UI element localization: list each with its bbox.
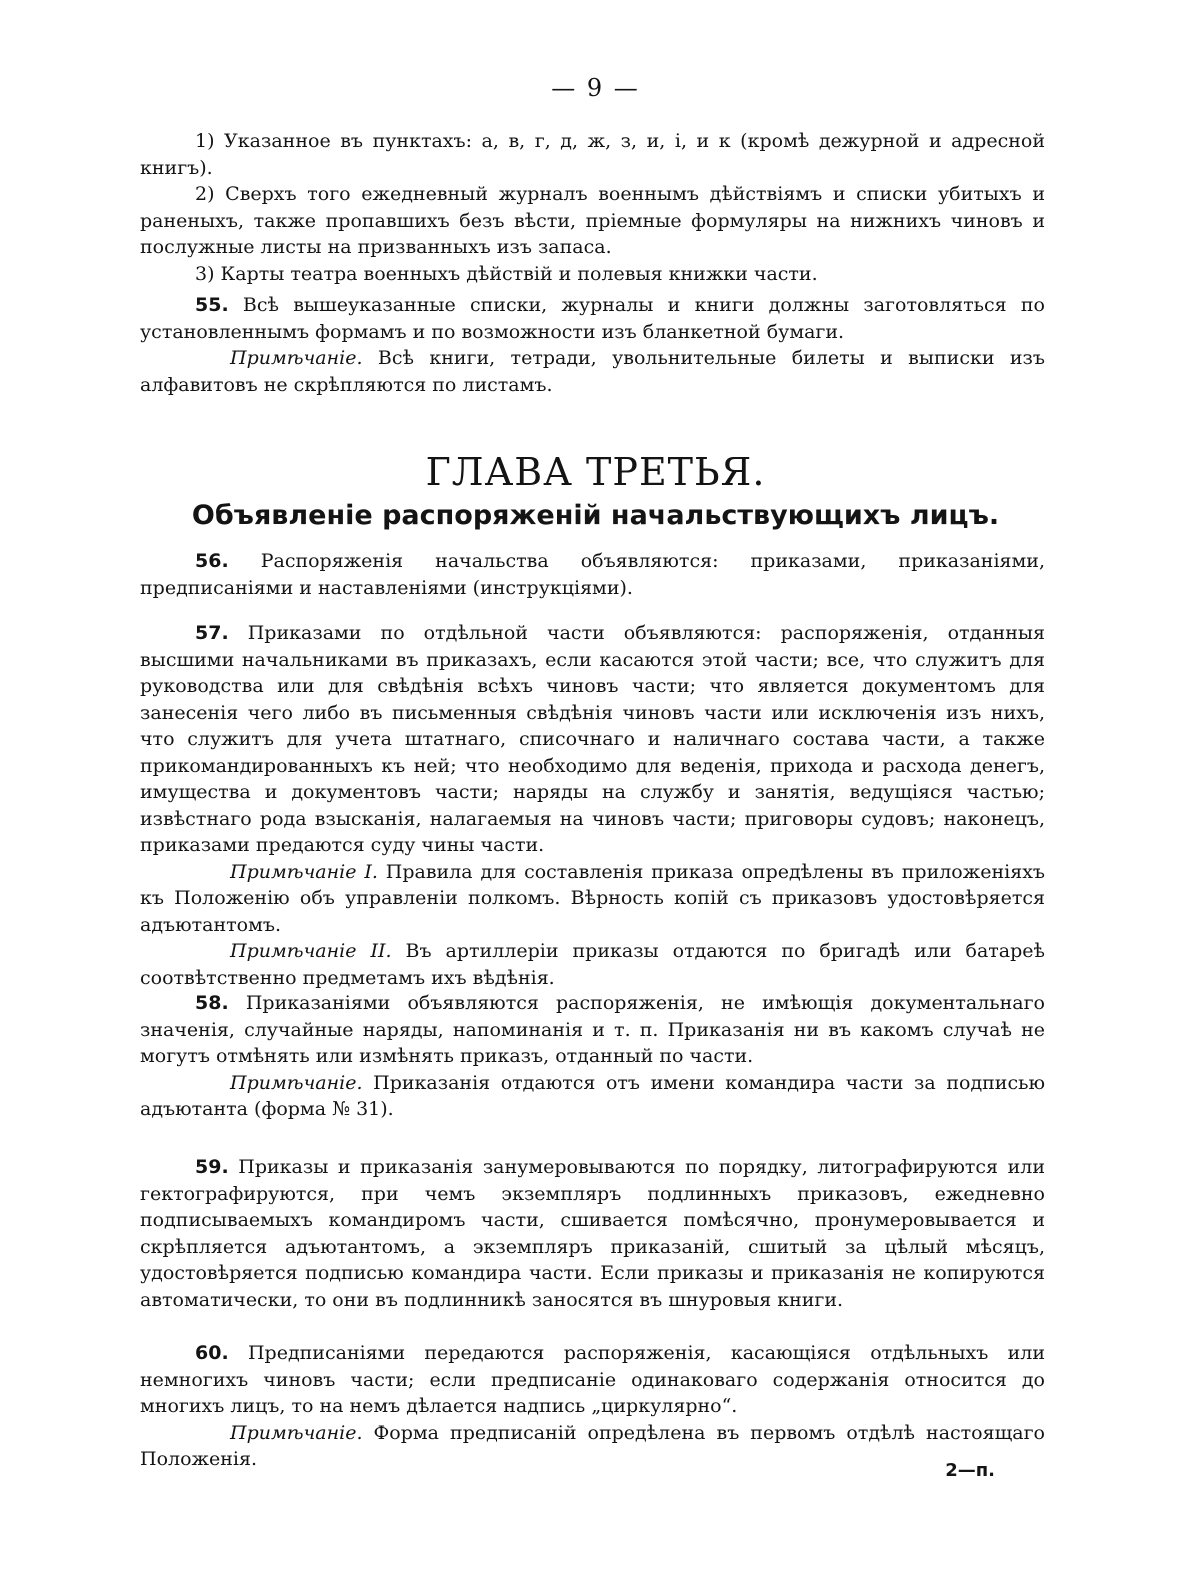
paragraph-58 [140,990,1045,1123]
paragraph-number: 56. [195,550,229,572]
note-body: Форма предписаній опредѣлена въ первомъ отдѣлѣ настоящаго Положенія. [140,1421,1045,1470]
paragraph-body: Предписаніями передаются распоряженія, касающіяся отдѣльныхъ или немногихъ чиновъ части; если предписаніе одинаковаго содержанія относится до многихъ лицъ, то на немъ дѣлается надпись „циркулярно“. [140,1342,1045,1417]
paragraph-55-note [140,345,1045,398]
paragraph-58-note [140,1070,1045,1123]
note-body: Правила для составленія приказа опредѣлены въ приложеніяхъ къ Положенію объ управленіи полкомъ. Вѣрность копій съ приказовъ удостовѣряется адъютантомъ. [140,860,1046,936]
note-body: Приказанія отдаются отъ имени командира части за подписью адъютанта (форма № 31). [140,1071,1045,1120]
paragraph-number: 60. [195,1342,229,1364]
list-item-3: 3) Карты театра военныхъ дѣйствій и полевыя книжки части. [195,262,818,285]
paragraph-body: Приказами по отдѣльной части объявляются: распоряженія, отданныя высшими начальниками въ приказахъ, если касаются этой части; все, что служитъ для руководства или для свѣдѣнія всѣхъ чиновъ части; что является документомъ для занесенія чего либо въ письменныя свѣдѣнія чиновъ части или исключенія изъ нихъ, что служитъ для учета штатнаго, списочнаго и наличнаго состава части, а также прикомандированныхъ къ ней; что необходимо для веденія, прихода и расхода денегъ, имущества и документовъ части; наряды на службу и занятія, ведущіяся частью; извѣстнаго рода взысканія, налагаемыя на чиновъ части; приговоры судовъ; наконецъ, приказами предаются суду чины части. [140,622,1045,856]
paragraph-56-text [140,548,1045,601]
note-label: Примѣчаніе. [230,1071,363,1094]
paragraph-60-text [140,1340,1045,1420]
paragraph-60 [140,1340,1045,1473]
note-label: Примѣчаніе. [230,1421,363,1444]
page-number: — 9 — [551,74,640,102]
paragraph-number: 55. [195,294,229,316]
paragraph-57-note-2 [140,938,1045,991]
chapter-title: ГЛАВА ТРЕТЬЯ. [425,450,766,494]
paragraph-59 [140,1154,1045,1313]
list-block [140,128,1045,287]
paragraph-number: 58. [195,992,229,1014]
chapter-subtitle: Объявленіе распоряженій начальствующихъ лицъ. [191,500,1000,531]
paragraph-57-note-1 [140,859,1045,939]
paragraph-55 [140,292,1045,398]
paragraph-number: 57. [195,622,229,644]
paragraph-number: 59. [195,1156,229,1178]
paragraph-58-text [140,990,1045,1070]
note-body: Въ артиллеріи приказы отдаются по бригадѣ или батареѣ соотвѣтственно предметамъ ихъ вѣдѣнія. [140,940,1045,989]
list-item-1: 1) Указанное въ пунктахъ: а, в, г, д, ж, з, и, і, и к (кромѣ дежурной и адресной книгъ). [140,130,1045,179]
paragraph-60-note [140,1420,1045,1473]
paragraph-body: Распоряженія начальства объявляются: приказами, приказаніями, предписаніями и наставленіями (инструкціями). [140,550,1045,599]
note-body: Всѣ книги, тетради, увольнительные билеты и выписки изъ алфавитовъ не скрѣпляются по листамъ. [140,347,1045,396]
paragraph-56 [140,548,1045,601]
paragraph-body: Приказы и приказанія занумеровываются по порядку, литографируются или гектографируются, при чемъ экземпляръ подлинныхъ приказовъ, ежедневно подписываемыхъ командиромъ части, сшивается помѣсячно, пронумеровывается и скрѣпляется адъютантомъ, а экземпляръ приказаній, сшитый за цѣлый мѣсяцъ, удостовѣряется подписью командира части. Если приказы и приказанія не копируются автоматически, то они въ подлинникѣ заносятся въ шнуровыя книги. [140,1156,1045,1311]
paragraph-59-text [140,1154,1045,1313]
paragraph-55-text [140,292,1045,345]
note-label: Примѣчаніе. [230,347,363,369]
note-label: Примѣчаніе II. [230,940,392,962]
paragraph-57-text [140,620,1045,859]
printer-signature: 2—п. [945,1460,995,1481]
list-item-2: 2) Сверхъ того ежедневный журналъ военнымъ дѣйствіямъ и списки убитыхъ и раненыхъ, также пропавшихъ безъ вѣсти, пріемные формуляры на нижнихъ чиновъ и послужные листы на призванныхъ изъ запаса. [140,183,1045,258]
note-label: Примѣчаніе I. [230,860,378,883]
paragraph-body: Приказаніями объявляются распоряженія, не имѣющія документальнаго значенія, случайные наряды, напоминанія и т. п. Приказанія ни въ какомъ случаѣ не могутъ отмѣнять или измѣнять приказъ, отданный по части. [140,992,1045,1067]
paragraph-57 [140,620,1045,991]
paragraph-body: Всѣ вышеуказанные списки, журналы и книги должны заготовляться по установленнымъ формамъ и по возможности изъ бланкетной бумаги. [140,294,1045,343]
